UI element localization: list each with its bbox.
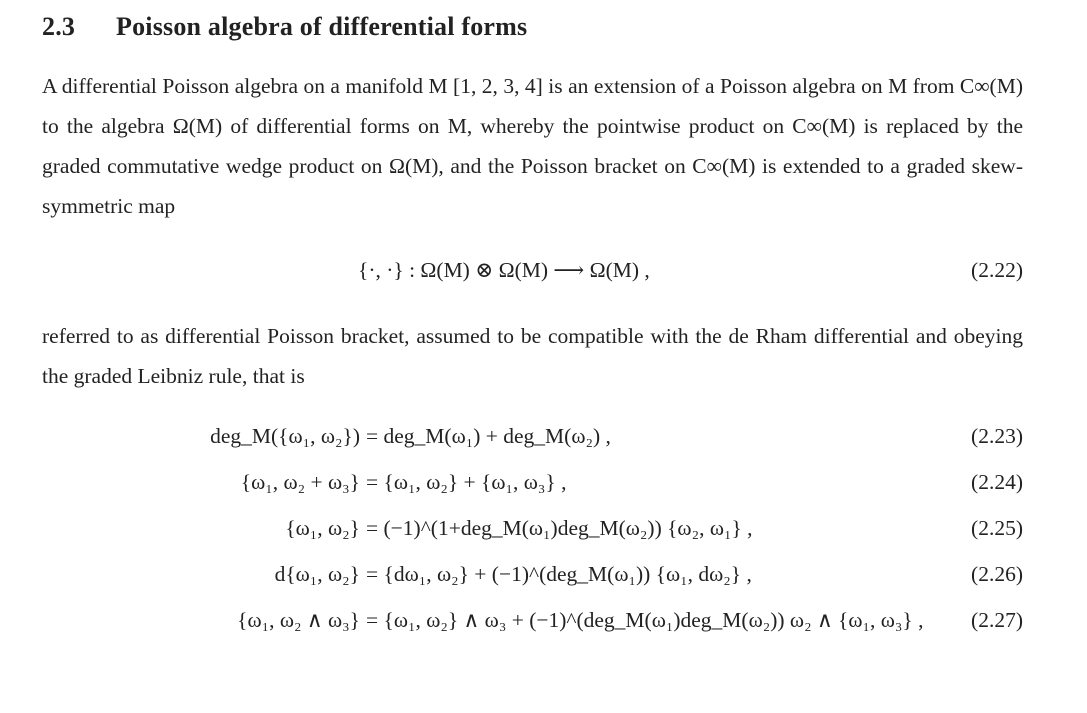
equation-lhs: {ω₁, ω₂} — [285, 516, 360, 540]
equation-rhs: = (−1)^(1+deg_M(ω₁)deg_M(ω₂)) {ω₂, ω₁} , — [366, 516, 753, 540]
equation-row — [0, 516, 1087, 552]
equation-number: (2.23) — [971, 424, 1023, 448]
section-heading — [42, 12, 527, 42]
equation-number: (2.25) — [971, 516, 1023, 540]
equation-lhs: {ω₁, ω₂ + ω₃} — [240, 470, 360, 494]
equation-lhs: deg_M({ω₁, ω₂}) — [210, 424, 360, 448]
equation-row — [0, 470, 1087, 506]
paragraph-2: referred to as differential Poisson bracket, assumed to be compatible with the de Rham differential and obeying the graded Leibniz rule, that is — [42, 324, 1023, 388]
equation-rhs: = {dω₁, ω₂} + (−1)^(deg_M(ω₁)) {ω₁, dω₂} , — [366, 562, 752, 586]
section-number: 2.3 — [42, 12, 76, 41]
equation-rhs: = {ω₁, ω₂} + {ω₁, ω₃} , — [366, 470, 567, 494]
equation-rhs: = {ω₁, ω₂} ∧ ω₃ + (−1)^(deg_M(ω₁)deg_M(ω₂)) ω₂ ∧ {ω₁, ω₃} , — [366, 608, 924, 632]
equation-number: (2.27) — [971, 608, 1023, 632]
equation-row — [0, 608, 1087, 644]
equation-rhs: = deg_M(ω₁) + deg_M(ω₂) , — [366, 424, 611, 448]
equation-number-2-22: (2.22) — [971, 258, 1023, 282]
equation-2-22: {·, ·} : Ω(M) ⊗ Ω(M) ⟶ Ω(M) , — [358, 258, 650, 282]
paragraph-1: A differential Poisson algebra on a manifold M [1, 2, 3, 4] is an extension of a Poisson algebra on M from C∞(M) to the algebra Ω(M) of differential forms on M, whereby the pointwise product on C∞(M) is replaced by the graded commutative wedge product on Ω(M), and the Poisson bracket on C∞(M) is extended to a graded skew-symmetric map — [42, 74, 1023, 218]
equation-number: (2.26) — [971, 562, 1023, 586]
section-title: Poisson algebra of differential forms — [116, 12, 528, 41]
equation-number: (2.24) — [971, 470, 1023, 494]
equation-lhs: {ω₁, ω₂ ∧ ω₃} — [237, 608, 360, 632]
equation-row — [0, 424, 1087, 460]
equation-row — [0, 562, 1087, 598]
equation-lhs: d{ω₁, ω₂} — [274, 562, 360, 586]
